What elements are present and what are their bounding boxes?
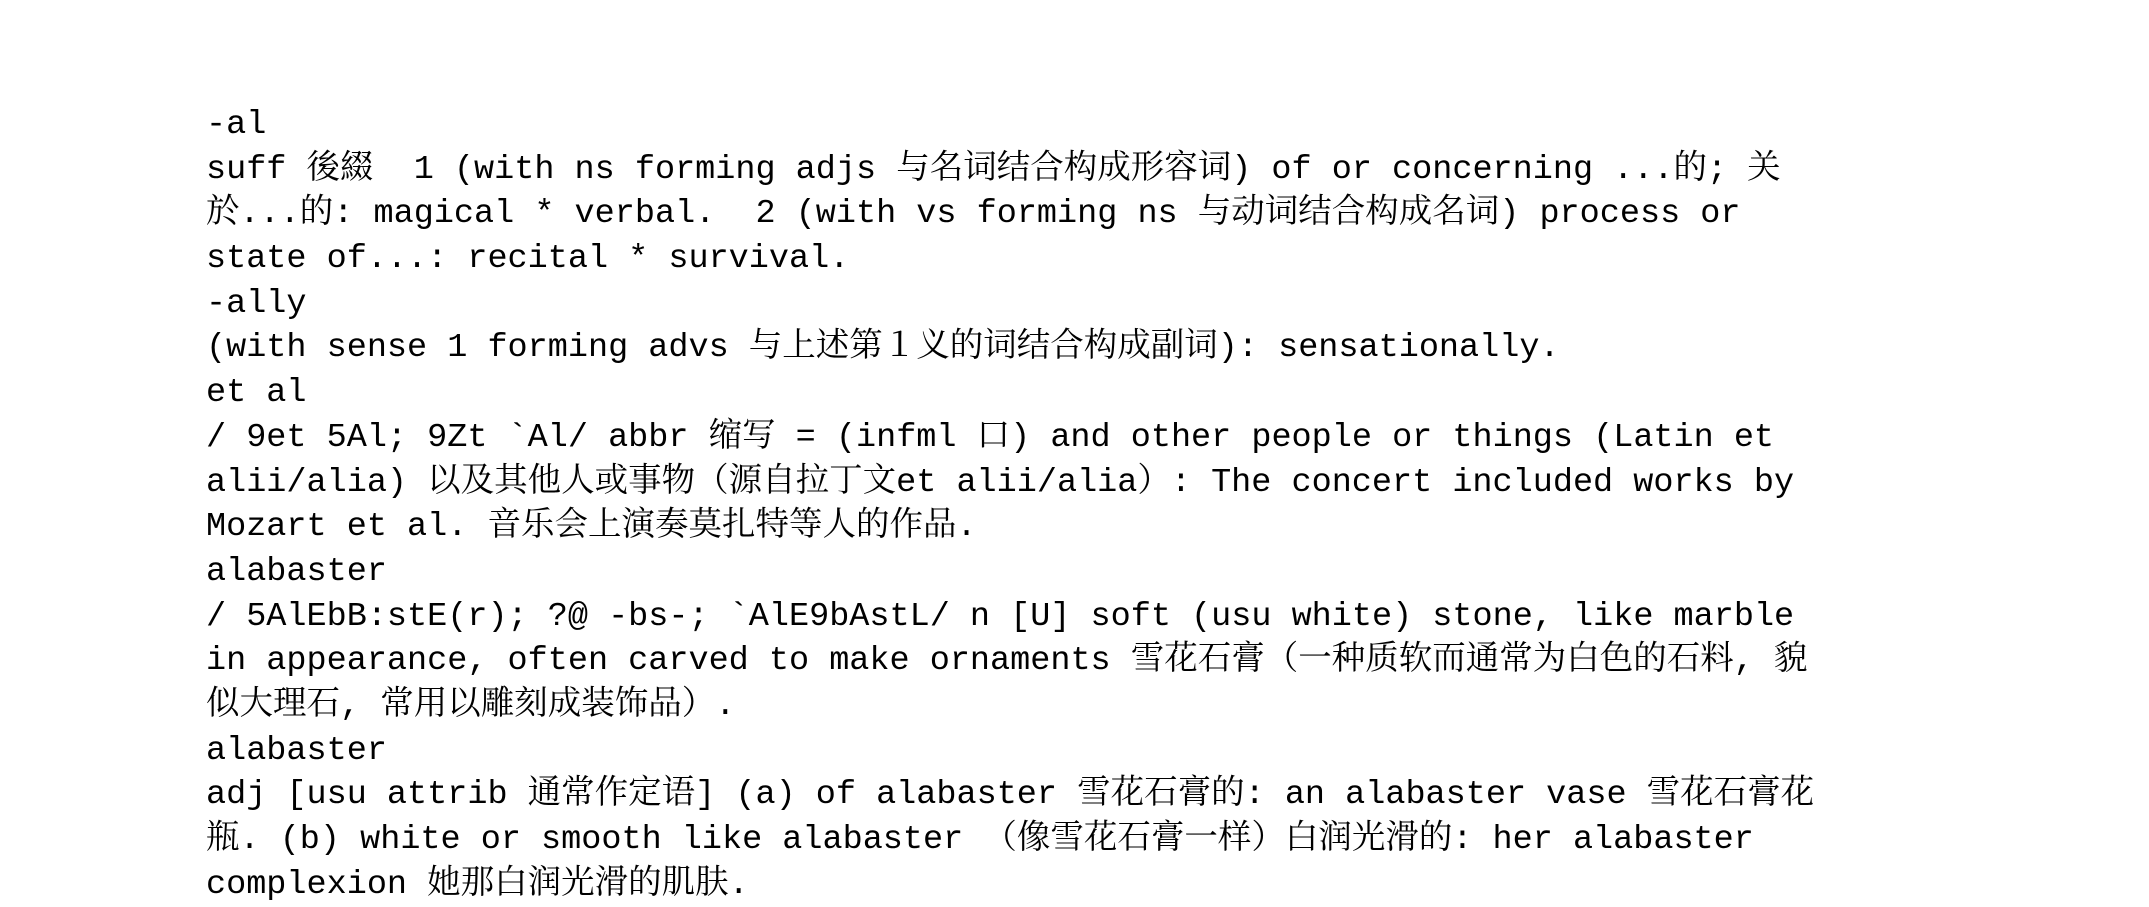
- entry-definition-line: Mozart et al. 音乐会上演奏莫扎特等人的作品.: [206, 508, 977, 547]
- entry-definition-line: state of...: recital * survival.: [206, 240, 850, 279]
- entry-headword: et al: [206, 374, 307, 413]
- entry-definition-line: suff 後綴 1 (with ns forming adjs 与名词结合构成形容词) of or concerning ...的; 关: [206, 150, 1781, 189]
- entry-headword: alabaster: [206, 552, 387, 591]
- dictionary-entry: [206, 103, 2106, 282]
- entry-definition-line: 於...的: magical * verbal. 2 (with vs forming ns 与动词结合构成名词) process or: [206, 195, 1741, 234]
- dictionary-page: [206, 103, 2106, 907]
- dictionary-entry: [206, 371, 2106, 550]
- entry-definition-line: 似大理石, 常用以雕刻成装饰品）.: [206, 686, 736, 725]
- entry-headword: -al: [206, 106, 267, 144]
- entry-definition-line: (with sense 1 forming advs 与上述第１义的词结合构成副词): sensationally.: [206, 329, 1560, 368]
- entry-headword: alabaster: [206, 731, 387, 770]
- entry-definition-line: 瓶. (b) white or smooth like alabaster （像雪花石膏一样）白润光滑的: her alabaster: [206, 821, 1754, 859]
- dictionary-entry: [206, 729, 2106, 907]
- dictionary-entry: [206, 550, 2106, 729]
- entry-definition-line: alii/alia) 以及其他人或事物（源自拉丁文et alii/alia）: The concert included works by: [206, 463, 1795, 502]
- entry-headword: -ally: [206, 284, 307, 323]
- dictionary-entry: [206, 282, 2106, 371]
- entry-definition-line: adj [usu attrib 通常作定语] (a) of alabaster 雪花石膏的: an alabaster vase 雪花石膏花: [206, 776, 1815, 815]
- entry-definition-line: complexion 她那白润光滑的肌肤.: [206, 865, 749, 904]
- entry-definition-line: in appearance, often carved to make ornaments 雪花石膏（一种质软而通常为白色的石料, 貌: [206, 642, 1808, 681]
- entry-definition-line: / 5AlEbB:stE(r); ?@ -bs-; `AlE9bAstL/ n [U] soft (usu white) stone, like marble: [206, 597, 1795, 636]
- entry-definition-line: / 9et 5Al; 9Zt `Al/ abbr 缩写 = (infml 口) and other people or things (Latin et: [206, 418, 1775, 457]
